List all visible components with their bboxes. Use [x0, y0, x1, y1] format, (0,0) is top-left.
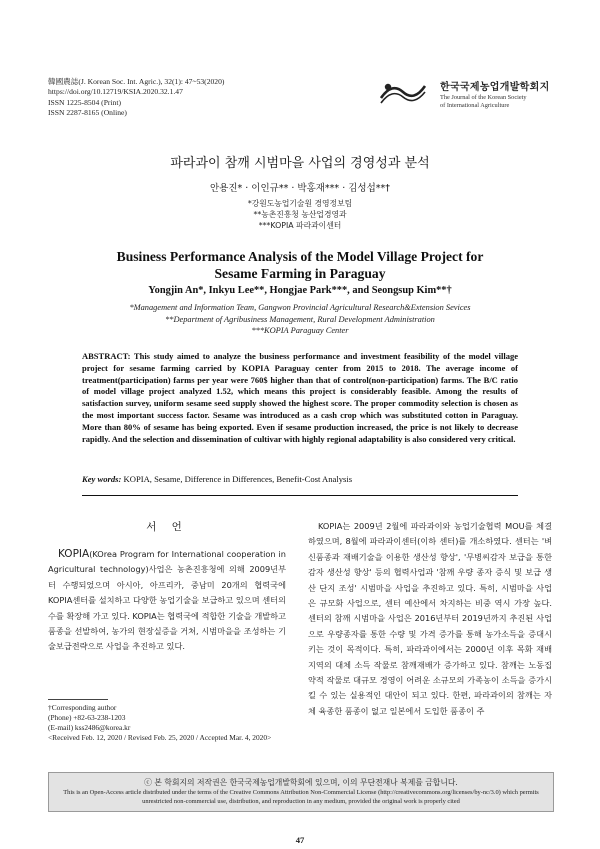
author-phone: (Phone) +82-63-238-1203: [48, 713, 126, 722]
copyright-korean: ⓒ 본 학회지의 저작권은 한국국제농업개발학회에 있으며, 이의 무단전재나 복제를 금합니다.: [144, 778, 458, 787]
society-english-name: The Journal of the Korean Society of International Agriculture: [440, 94, 527, 110]
journal-citation: 韓國農誌(J. Korean Soc. Int. Agric.), 32(1): 47~53(2020): [48, 77, 225, 86]
keywords-list: KOPIA, Sesame, Difference in Differences, Benefit-Cost Analysis: [123, 474, 353, 484]
kopia-lead: KOPIA: [58, 548, 90, 560]
journal-header: [48, 77, 224, 119]
abstract: ABSTRACT: This study aimed to analyze the business performance and investment feasibility of the model village project for sesame farming carried by KOPIA Paraguay center from 2015 to 2018. The average income of treatment(participation) farms per year were 760$ higher than that of control(non-participation) farms. The B/C ratio of model village project analyzed 1.52, which means this project is considerably feasible. Among the results of satisfaction survey, uniform sesame seed supply showed the highest score. The proper commodity selection is chosen as the most important success factor. Sesame was introduced as a cash crop which was substituted cotton in Paraguay. More than 80% of sesame has being exported. Even if sesame production increased, the price is not likely to decrease rapidly. And the selection and dissemination of cultivar with highly regional adaptability is also considered very critical.: [82, 351, 518, 444]
english-affiliations: [0, 302, 600, 337]
english-authors: Yongjin An*, Inkyu Lee**, Hongjae Park***, and Seongsup Kim**†: [148, 285, 452, 296]
english-affiliation: **Department of Agribusiness Management, Rural Development Administration: [165, 314, 435, 324]
section-heading: 서 언: [146, 521, 188, 533]
keywords: [82, 474, 518, 484]
korean-authors: 안용진* · 이인규** · 박홍재*** · 김성섭**†: [209, 183, 391, 194]
intro-paragraph: KOPIA(KOrea Program for International cooperation in Agricultural technology)사업은 농촌진흥청에 의해 2009년부터 수행되었으며 아시아, 아프리카, 중남미 20개의 협력국에 KOPIA센터를 설치하고 다양한 농업기술을 보급하고 있으며 센터의 수를 확장해 가고 있다. KOPIA는 협력국에 적합한 기술을 개발하고 품종을 선발하여, 농가의 현장실증을 거쳐, 시범마을을 조성하는 기술보급전략으로 사업을 추진하고 있다.: [48, 548, 286, 652]
received-dates: <Received Feb. 12, 2020 / Revised Feb. 25, 2020 / Accepted Mar. 4, 2020>: [48, 733, 272, 742]
intro-paragraph-continued: KOPIA는 2009년 2월에 파라과이와 농업기술협력 MOU를 체결하였으며, 8월에 파라과이센터(이하 센터)를 개소하였다. 센터는 '벼 신품종과 재배기술을 이용한 생산성 향상', '무병씨감자 보급을 통한 감자 생산성 향상' 등의 협력사업과 '참깨 우량 종자 증식 및 보급 생산 단지 조성' 시범마을 사업을 추진하고 있다. 특히, 시범마을 사업은 규모화 사업으로, 센터 예산에서 차지하는 비중 역시 가장 높다. 센터의 참깨 시범마을 사업은 2016년부터 2019년까지 추진된 사업으로 우량종자를 통한 수량 및 가격 증가를 통해 농가소득을 증대시키는 것이 목적이다. 특히, 파라과이에서는 2000년 이후 목화 재배지역의 대체 소득 작물로 참깨재배가 증가하고 있다. 참깨는 노동집약적 작물로 대규모 경영이 어려운 소규모의 가족농이 소득을 증가시킬 수 있는 실용적인 대안이 되고 있다. 한편, 파라과이의 참깨는 자체 육종한 품종이 없고 일본에서 도입한 품종이 주: [308, 521, 552, 716]
society-logo: [378, 76, 568, 120]
korean-affiliation: ***KOPIA 파라과이센터: [258, 220, 342, 230]
korean-affiliation: **농촌진흥청 농산업경영과: [253, 209, 347, 219]
copyright-english: This is an Open-Access article distributed under the terms of the Creative Commons Attribution Non-Commercial License (http://creativecommons.org/licenses/by-nc/3.0) which permits unrestricted non-commercial use, distribution, and reproduction in any medium, provided the original work is properly cited: [63, 789, 539, 805]
korean-affiliation: *강원도농업기술원 경영정보팀: [247, 199, 353, 208]
page-number: 47: [295, 835, 305, 845]
footnote-divider: [48, 699, 108, 700]
korean-title: 파라과이 참깨 시범마을 사업의 경영성과 분석: [170, 156, 430, 171]
issn-online: ISSN 2287-8165 (Online): [48, 108, 127, 118]
right-column: [308, 519, 552, 719]
copyright-notice: [48, 772, 554, 812]
english-affiliation: ***KOPIA Paraguay Center: [251, 326, 349, 336]
keywords-label: Key words:: [82, 474, 122, 484]
english-affiliation: *Management and Information Team, Gangwon Provincial Agricultural Research&Extension Sevices: [129, 303, 471, 312]
abstract-divider: [82, 495, 518, 496]
footnote: [48, 703, 271, 743]
left-column: [48, 519, 286, 655]
author-email[interactable]: (E-mail) kss2486@korea.kr: [48, 723, 131, 732]
society-emblem-icon: [378, 78, 428, 106]
corresponding-author: †Corresponding author: [48, 703, 117, 712]
doi-link[interactable]: https://doi.org/10.12719/KSIA.2020.32.1.47: [48, 87, 183, 97]
society-name: 한국국제농업개발학회지: [440, 82, 550, 93]
korean-affiliations: [0, 199, 600, 231]
issn-print: ISSN 1225-8504 (Print): [48, 97, 121, 107]
english-title: Business Performance Analysis of the Model Village Project for Sesame Farming in Paraguay: [116, 249, 484, 281]
